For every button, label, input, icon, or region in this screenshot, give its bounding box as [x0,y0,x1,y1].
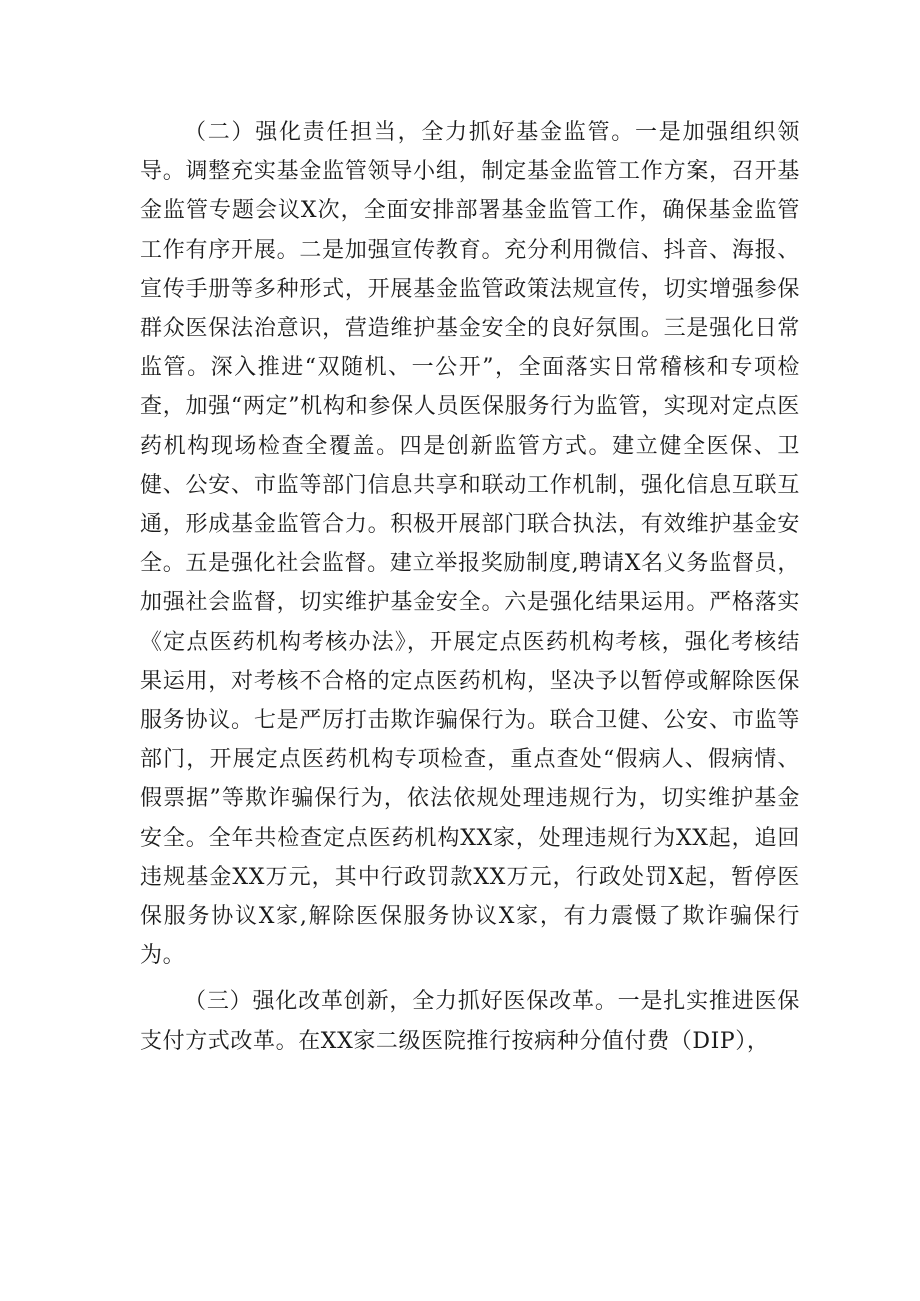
paragraph-reform-innovation: （三）强化改革创新，全力抓好医保改革。一是扎实推进医保支付方式改革。在XX家二级医院推行按病种分值付费（DIP）， [140,989,800,1054]
paragraph-fund-supervision: （二）强化责任担当，全力抓好基金监管。一是加强组织领导。调整充实基金监管领导小组，制定基金监管工作方案，召开基金监管专题会议X次，全面安排部署基金监管工作，确保基金监管工作有序开展。二是加强宣传教育。充分利用微信、抖音、海报、宣传手册等多种形式，开展基金监管政策法规宣传，切实增强参保群众医保法治意识，营造维护基金安全的良好氛围。三是强化日常监管。深入推进“双随机、一公开”，全面落实日常稽核和专项检查，加强“两定”机构和参保人员医保服务行为监管，实现对定点医药机构现场检查全覆盖。四是创新监管方式。建立健全医保、卫健、公安、市监等部门信息共享和联动工作机制，强化信息互联互通，形成基金监管合力。积极开展部门联合执法，有效维护基金安全。五是强化社会监督。建立举报奖励制度,聘请X名义务监督员，加强社会监督，切实维护基金安全。六是强化结果运用。严格落实《定点医药机构考核办法》，开展定点医药机构考核，强化考核结果运用，对考核不合格的定点医药机构，坚决予以暂停或解除医保服务协议。七是严厉打击欺诈骗保行为。联合卫健、公安、市监等部门，开展定点医药机构专项检查，重点查处“假病人、假病情、假票据”等欺诈骗保行为，依法依规处理违规行为，切实维护基金安全。全年共检查定点医药机构XX家，处理违规行为XX起，追回违规基金XX万元，其中行政罚款XX万元，行政处罚X起，暂停医保服务协议X家,解除医保服务协议X家，有力震慑了欺诈骗保行为。 [140,120,800,969]
document-body [140,113,800,1061]
